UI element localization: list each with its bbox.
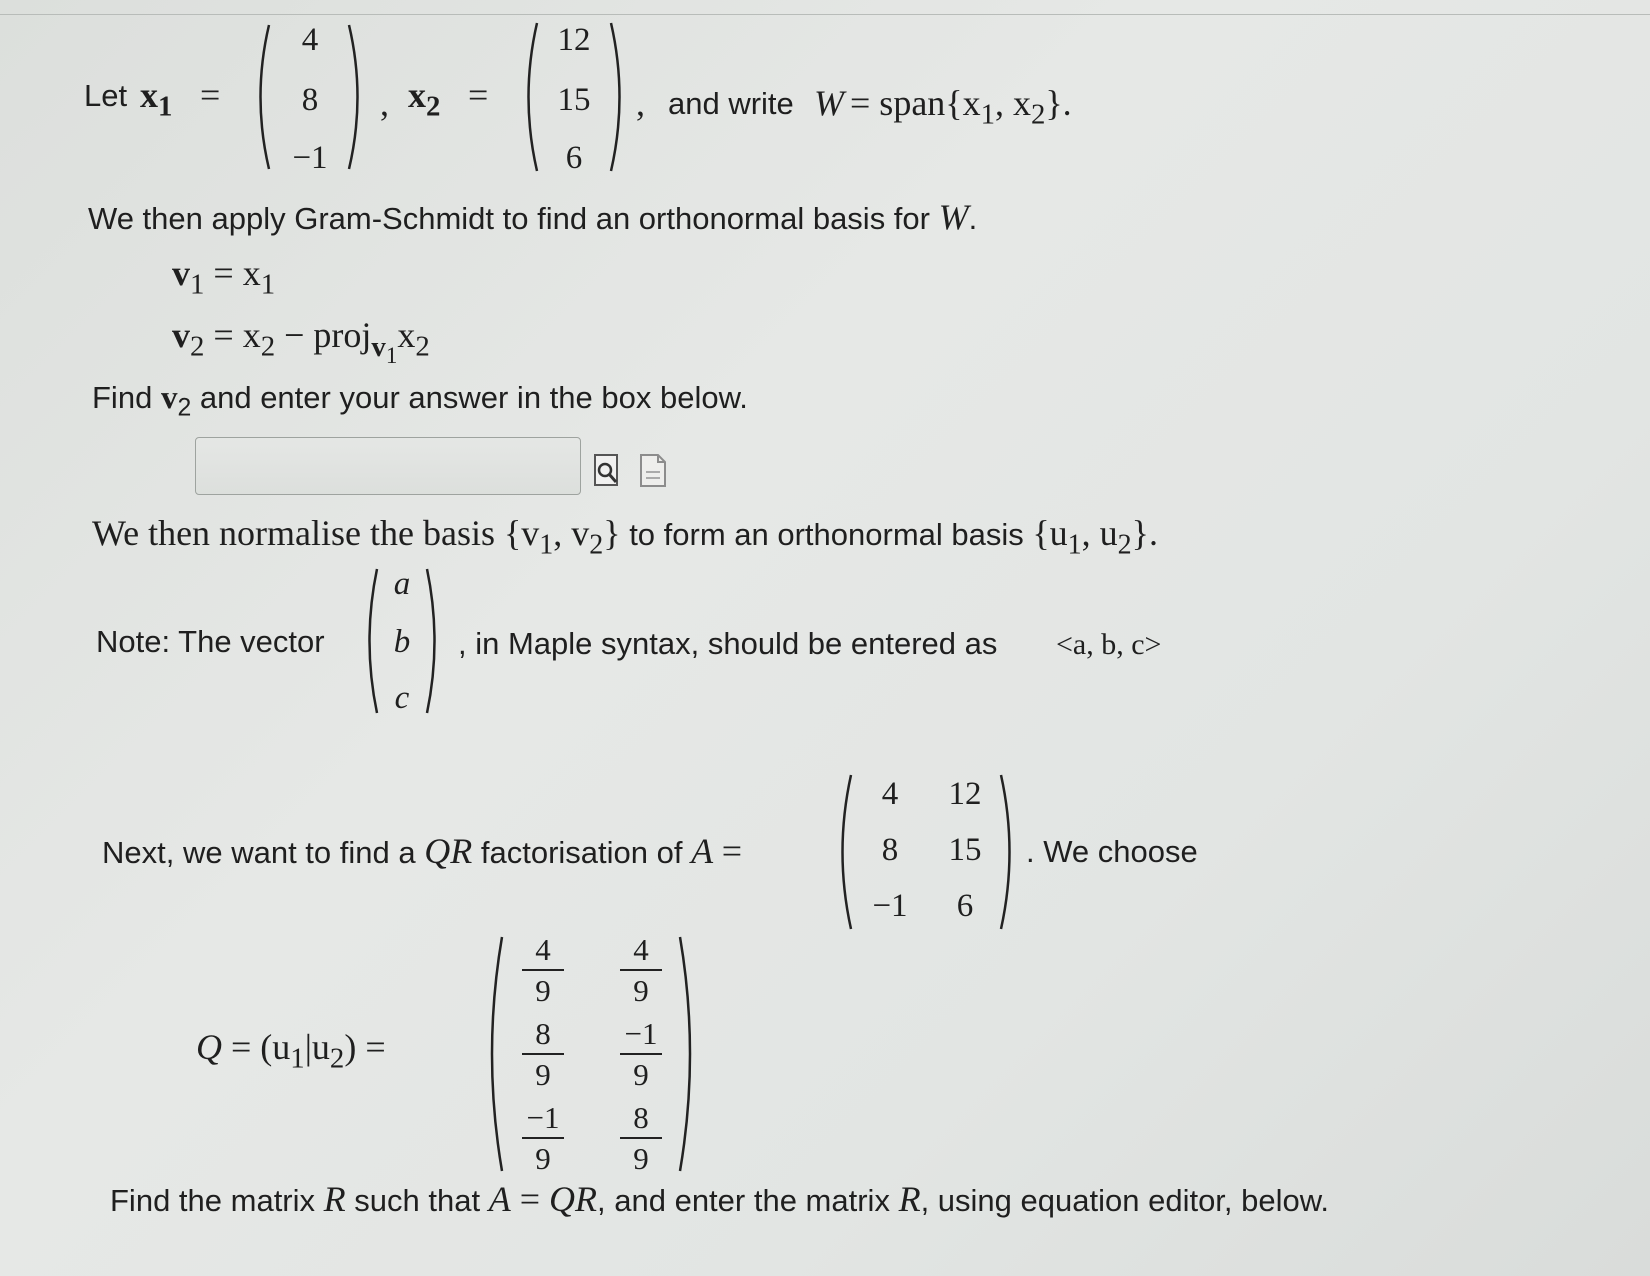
and-write-label: and write <box>668 86 794 121</box>
q-label: $Q = (u_1|u_2)$ = <box>196 1027 386 1075</box>
equation-v2: $v_2 = x_2$ − $proj_{v_1}x_2$ <box>172 315 430 368</box>
gram-schmidt-text: We then apply Gram-Schmidt to find an orthonormal basis for W. <box>88 197 978 237</box>
normalise-text: We then normalise the basis {$v_1$, $v_2$} to form an orthonormal basis {$u_1$, $u_2$}. <box>92 513 1158 561</box>
q-matrix-left-paren <box>480 934 506 1174</box>
preview-icon[interactable] <box>592 452 622 490</box>
q-entry-2-1: 8 9 <box>516 1016 570 1093</box>
find-v2-instruction: Find $v_2$ and enter your answer in the box below. <box>92 380 748 422</box>
a-entry-1-1: 4 <box>881 776 899 812</box>
comma-2: , <box>636 83 645 123</box>
a-entry-2-2: 15 <box>948 832 982 868</box>
x2-entry-1: 12 <box>557 22 591 58</box>
x1-entry-1: 4 <box>301 22 319 58</box>
maple-syntax-text: , in Maple syntax, should be entered as <box>458 626 998 661</box>
x2-left-paren <box>518 20 540 174</box>
x2-symbol: $x_2$ <box>408 75 441 123</box>
we-choose-text: . We choose <box>1026 834 1198 869</box>
comma-1: , <box>380 83 389 123</box>
a-matrix-left-paren <box>832 772 854 932</box>
a-entry-2-1: 8 <box>881 832 899 868</box>
span-expression: = $span\{x_1$, $x_2$}. <box>850 83 1072 131</box>
x2-equals: = <box>468 75 489 115</box>
q-entry-1-2: 4 9 <box>614 932 668 1009</box>
x2-entry-3: 6 <box>565 140 583 176</box>
note-vector-right-paren <box>424 566 444 716</box>
a-entry-3-2: 6 <box>956 888 974 924</box>
q-entry-3-1: −1 9 <box>516 1100 570 1177</box>
qr-intro-text: Next, we want to find a QR factorisation of A = <box>102 831 743 871</box>
q-entry-3-2: 8 9 <box>614 1100 668 1177</box>
x1-entry-3: −1 <box>292 140 328 176</box>
q-matrix-right-paren <box>676 934 702 1174</box>
a-matrix-right-paren <box>998 772 1020 932</box>
note-entry-b: b <box>393 624 411 660</box>
x1-entry-2: 8 <box>301 82 319 118</box>
note-entry-a: a <box>393 566 411 602</box>
find-r-instruction: Find the matrix R such that A = QR, and enter the matrix R, using equation editor, below. <box>110 1179 1330 1219</box>
x1-equals: = <box>200 75 221 115</box>
w-symbol: W <box>814 83 844 123</box>
v2-answer-input[interactable] <box>195 437 581 495</box>
a-entry-3-1: −1 <box>872 888 908 924</box>
note-vector-left-paren <box>360 566 380 716</box>
x2-right-paren <box>608 20 630 174</box>
q-entry-1-1: 4 9 <box>516 932 570 1009</box>
x1-symbol: $x_1$ <box>140 75 173 123</box>
a-entry-1-2: 12 <box>948 776 982 812</box>
help-icon[interactable] <box>638 452 668 490</box>
note-label: Note: The vector <box>96 624 325 659</box>
let-label: Let <box>84 78 128 113</box>
window-top-edge <box>0 0 1650 15</box>
x2-entry-2: 15 <box>557 82 591 118</box>
x1-left-paren <box>250 22 272 172</box>
x1-right-paren <box>346 22 368 172</box>
note-entry-c: c <box>394 680 410 716</box>
maple-syntax-example: <a, b, c> <box>1056 628 1162 661</box>
q-entry-2-2: −1 9 <box>614 1016 668 1093</box>
equation-v1: $v_1 = x_1$ <box>172 253 276 301</box>
